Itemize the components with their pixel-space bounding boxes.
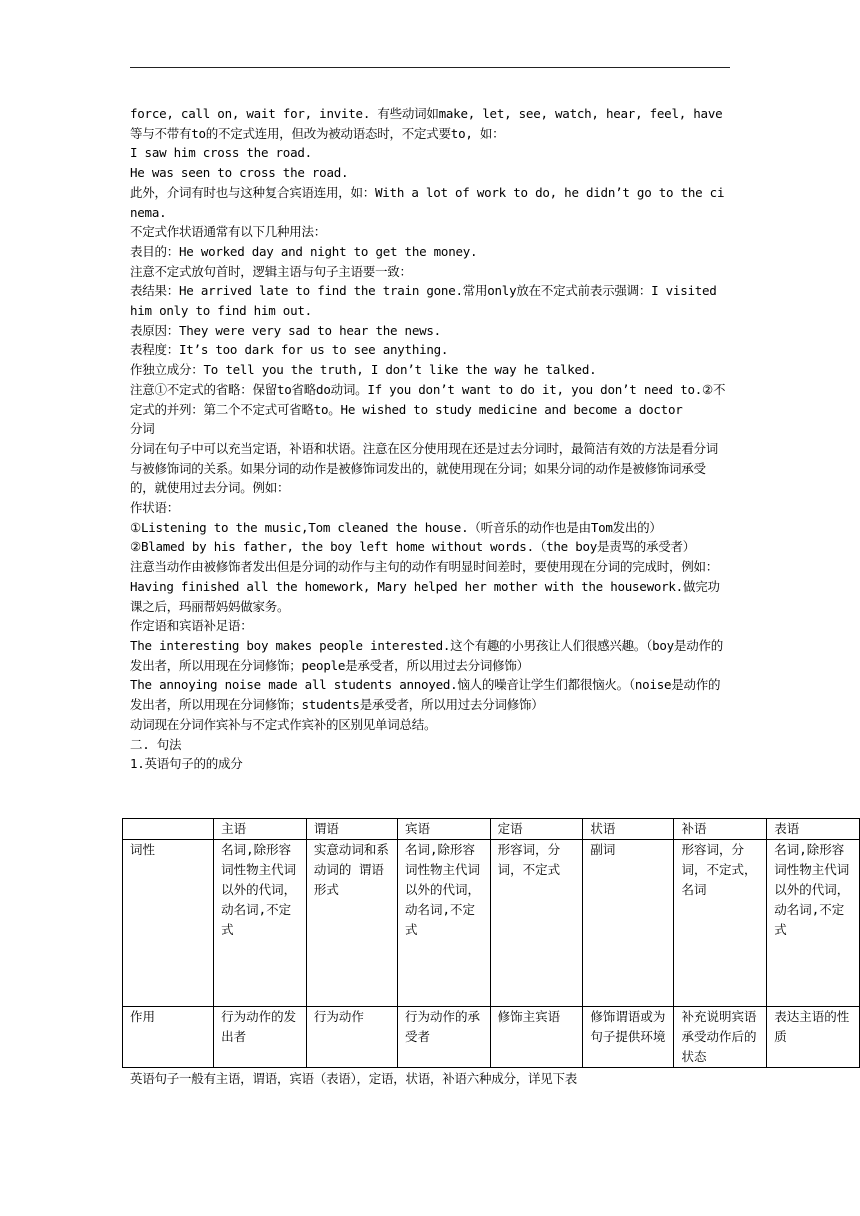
table-cell: 名词,除形容词性物主代词以外的代词，动名词,不定式 (767, 840, 860, 1007)
paragraph: The interesting boy makes people interested.这个有趣的小男孩让人们很感兴趣。（boy是动作的发出者，所以用现在分词修饰；people是承受者，所以用过去分词修饰） (130, 637, 723, 673)
paragraph: 作独立成分：To tell you the truth, I don’t like the way he talked. (130, 362, 597, 378)
paragraph: 作状语： (130, 500, 180, 516)
paragraph: 表原因：They were very sad to hear the news. (130, 322, 441, 338)
table-cell: 形容词，分词，不定式，名词 (674, 840, 767, 1007)
paragraph: He was seen to cross the road. (130, 165, 349, 181)
table-cell: 名词,除形容词性物主代词以外的代词，动名词,不定式 (397, 840, 490, 1007)
paragraph: 注意①不定式的省略：保留to省略do动词。If you don’t want to do it, you don’t need to.②不定式的并列：第二个不定式可省略to。He wished to study medicine and become a doctor (130, 381, 726, 417)
table-row (123, 840, 860, 1007)
subsection-heading: 1.英语句子的的成分 (130, 756, 243, 772)
paragraph: 分词在句子中可以充当定语，补语和状语。注意在区分使用现在还是过去分词时，最简洁有效的方法是看分词与被修饰词的关系。如果分词的动作是被修饰词发出的，就使用现在分词；如果分词的动作是被修饰词承受的，就使用过去分词。例如： (130, 440, 719, 496)
table-cell: 实意动词和系动词的 谓语形式 (306, 840, 397, 1007)
paragraph: 注意当动作由被修饰者发出但是分词的动作与主句的动作有明显时间差时，要使用现在分词的完成时，例如： (130, 559, 719, 575)
table-cell: 行为动作的承受者 (397, 1007, 490, 1068)
table-cell: 形容词，分词，不定式 (490, 840, 583, 1007)
paragraph: 表结果：He arrived late to find the train gone.常用only放在不定式前表示强调：I visited him only to find him out. (130, 283, 717, 319)
table-header-cell: 谓语 (306, 819, 397, 840)
table-header-cell: 状语 (583, 819, 674, 840)
paragraph: 表目的：He worked day and night to get the money. (130, 243, 478, 259)
paragraph: The annoying noise made all students annoyed.恼人的噪音让学生们都很恼火。（noise是动作的发出者，所以用现在分词修饰；students是承受者，所以用过去分词修饰） (130, 677, 721, 713)
table-header-cell: 补语 (674, 819, 767, 840)
table-header-row (123, 819, 860, 840)
paragraph: 动词现在分词作宾补与不定式作宾补的区别见单词总结。 (130, 716, 437, 732)
table-cell: 行为动作的发出者 (214, 1007, 307, 1068)
table-header-cell: 主语 (214, 819, 307, 840)
table-header-cell (123, 819, 214, 840)
paragraph: force, call on, wait for, invite. 有些动词如make, let, see, watch, hear, feel, have等与不带有to的不定式连用，但改为被动语态时，不定式要to, 如： (130, 106, 723, 141)
table-cell: 行为动作 (306, 1007, 397, 1068)
table-cell: 修饰谓语或为句子提供环境 (583, 1007, 674, 1068)
paragraph: I saw him cross the road. (130, 145, 312, 161)
table-row (123, 1007, 860, 1068)
table-header-cell: 定语 (490, 819, 583, 840)
section-heading-syntax: 二. 句法 (130, 736, 182, 752)
table-cell: 补充说明宾语承受动作后的状态 (674, 1007, 767, 1068)
table-cell: 名词,除形容词性物主代词以外的代词，动名词,不定式 (214, 840, 307, 1007)
paragraph: 不定式作状语通常有以下几种用法： (130, 224, 327, 240)
paragraph: ②Blamed by his father, the boy left home without words.（the boy是责骂的承受者） (130, 539, 696, 555)
body-text (130, 104, 730, 774)
table-header-cell: 宾语 (397, 819, 490, 840)
table-cell: 词性 (123, 840, 214, 1007)
section-heading-participle: 分词 (130, 421, 155, 437)
paragraph: 注意不定式放句首时，逻辑主语与句子主语要一致： (130, 263, 412, 279)
table-cell: 作用 (123, 1007, 214, 1068)
after-table-text: 英语句子一般有主语，谓语，宾语（表语），定语，状语，补语六种成分，详见下表 (130, 1071, 578, 1086)
header-rule (130, 67, 730, 68)
paragraph: Having finished all the homework, Mary helped her mother with the housework.做完功课之后，玛丽帮妈妈做家务。 (130, 578, 720, 614)
table-header-cell: 表语 (767, 819, 860, 840)
paragraph: 表程度：It’s too dark for us to see anything. (130, 342, 449, 358)
table-cell: 副词 (583, 840, 674, 1007)
paragraph: 此外，介词有时也与这种复合宾语连用，如：With a lot of work to do, he didn’t go to the cinema. (130, 184, 725, 220)
sentence-components-table (122, 818, 860, 1068)
paragraph: 作定语和宾语补足语： (130, 618, 253, 634)
table-cell: 修饰主宾语 (490, 1007, 583, 1068)
paragraph: ①Listening to the music,Tom cleaned the house.（听音乐的动作也是由Tom发出的） (130, 519, 662, 535)
table-cell: 表达主语的性质 (767, 1007, 860, 1068)
